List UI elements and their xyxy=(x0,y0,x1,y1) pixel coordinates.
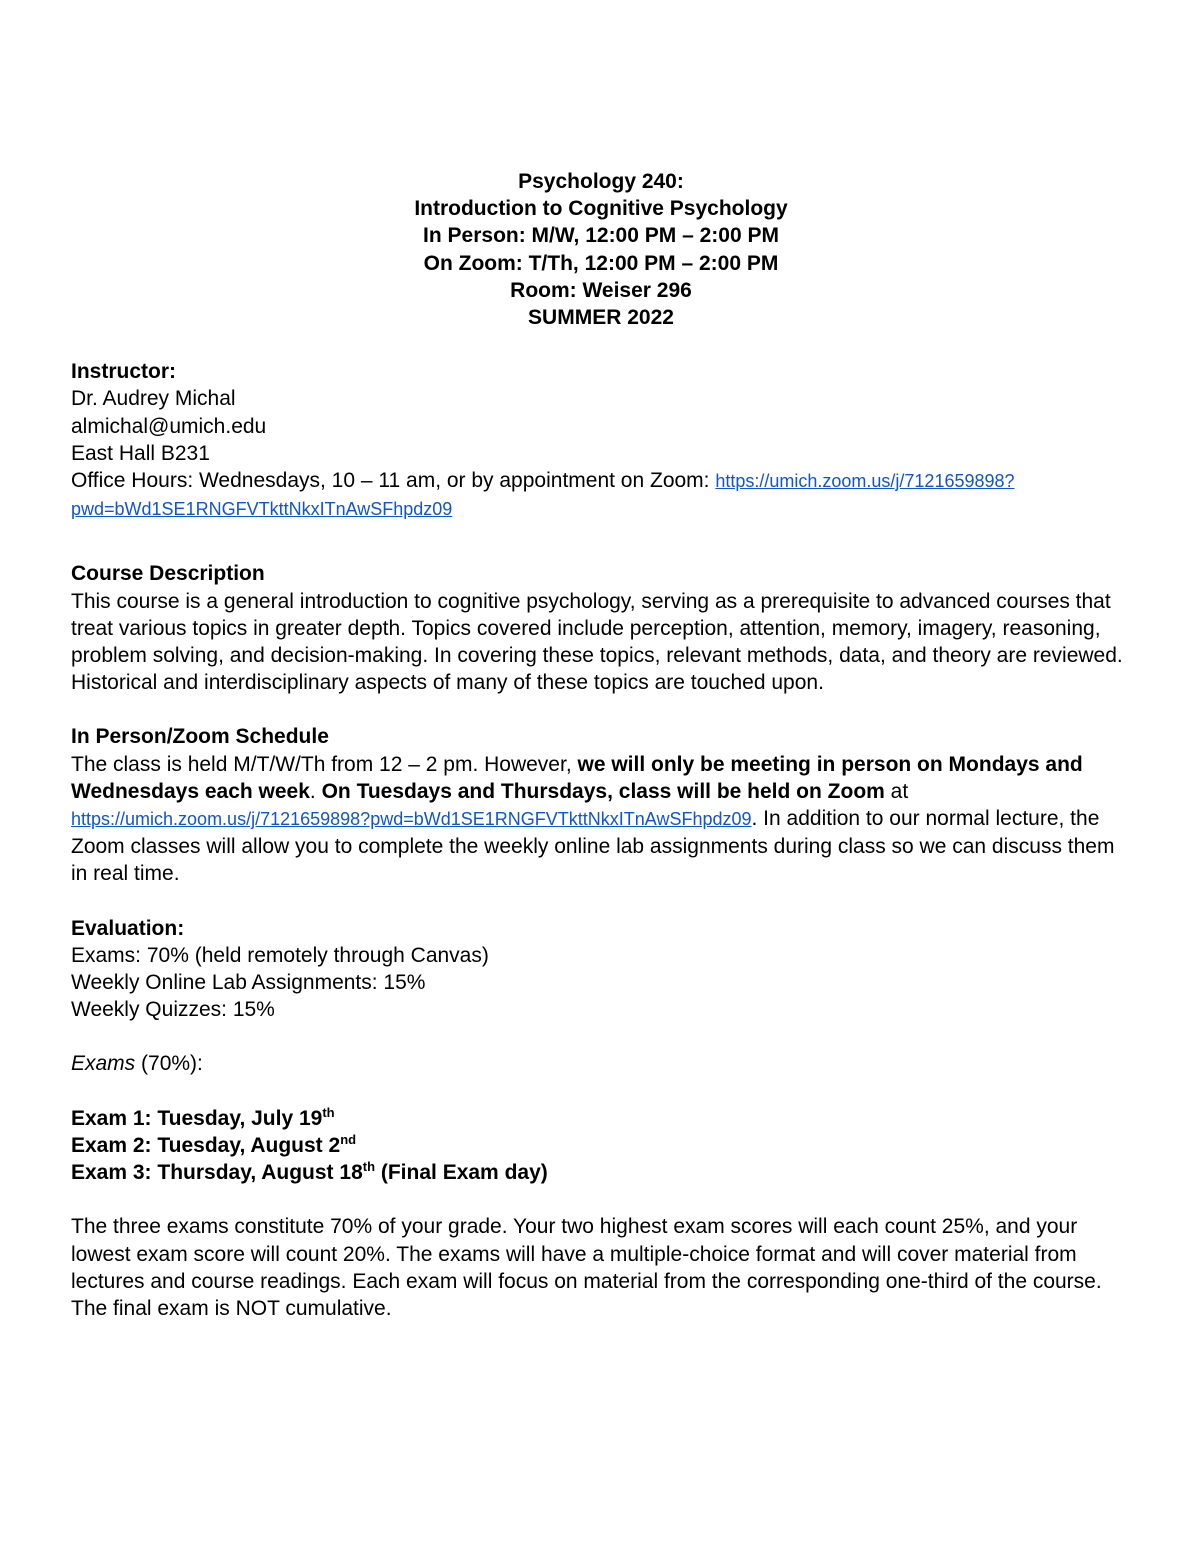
document-body xyxy=(71,168,1131,1322)
in-person-times: In Person: M/W, 12:00 PM – 2:00 PM xyxy=(423,224,779,248)
evaluation-item-labs: Weekly Online Lab Assignments: 15% xyxy=(71,971,426,995)
evaluation-section xyxy=(71,915,1131,1024)
schedule-text-b: . xyxy=(309,779,322,803)
evaluation-heading: Evaluation: xyxy=(71,916,185,940)
exam-3-date xyxy=(71,1159,1131,1186)
course-title: Introduction to Cognitive Psychology xyxy=(414,197,788,221)
office-hours-text: Office Hours: Wednesdays, 10 – 11 am, or by appointment on Zoom: xyxy=(71,469,716,493)
exams-body: The three exams constitute 70% of your grade. Your two highest exam scores will each count 25%, and your lowest exam score will count 20%. The exams will have a multiple-choice format and will cover material from lectures and course readings. Each exam will focus on material from the corresponding one-third of the course. The final exam is NOT cumulative. xyxy=(71,1215,1102,1320)
exam-2-text: Exam 2: Tuesday, August 2 xyxy=(71,1133,341,1157)
exam-1-date xyxy=(71,1105,1131,1132)
schedule-body xyxy=(71,751,1131,888)
schedule-text-a: The class is held M/T/W/Th from 12 – 2 pm. However, xyxy=(71,752,578,776)
exam-3-text: Exam 3: Thursday, August 18 xyxy=(71,1161,363,1185)
course-description-section xyxy=(71,560,1131,696)
instructor-heading: Instructor: xyxy=(71,360,176,384)
instructor-email: almichal@umich.edu xyxy=(71,414,267,438)
instructor-section xyxy=(71,358,1131,523)
room: Room: Weiser 296 xyxy=(510,278,692,302)
schedule-section xyxy=(71,723,1131,887)
exam-3-sup: th xyxy=(362,1159,376,1175)
evaluation-item-quizzes: Weekly Quizzes: 15% xyxy=(71,998,275,1022)
course-number: Psychology 240: xyxy=(518,170,684,193)
course-description-body: This course is a general introduction to cognitive psychology, serving as a prerequisite to advanced courses that treat various topics in greater depth. Topics covered include perception, attention, memory, imagery, reasoning, problem solving, and decision-making. In covering these topics, relevant methods, data, and theory are reviewed. Historical and interdisciplinary aspects of many of these topics are touched upon. xyxy=(71,589,1123,695)
course-description-heading: Course Description xyxy=(71,562,265,586)
schedule-zoom-note: On Tuesdays and Thursdays, class will be held on Zoom xyxy=(321,779,885,803)
exam-3-suffix: (Final Exam day) xyxy=(375,1161,548,1185)
exams-label-italic: Exams xyxy=(71,1052,136,1076)
exam-1-text: Exam 1: Tuesday, July 19 xyxy=(71,1106,323,1130)
evaluation-item-exams: Exams: 70% (held remotely through Canvas) xyxy=(71,943,489,967)
instructor-name: Dr. Audrey Michal xyxy=(71,387,236,411)
exams-label-rest: (70%): xyxy=(135,1052,203,1076)
term: SUMMER 2022 xyxy=(528,306,674,330)
office-hours xyxy=(71,467,1131,523)
schedule-text-c: at xyxy=(884,779,909,803)
exam-dates xyxy=(71,1105,1131,1187)
schedule-text-d: . In addition to our normal lecture, the Zoom classes will allow you to complete the weekly online lab assignments during class so we can discuss them in real time. xyxy=(71,807,1115,886)
schedule-in-person-note: we will only be meeting in person on Mondays and Wednesdays each week xyxy=(71,752,1083,803)
exam-1-sup: th xyxy=(322,1104,335,1120)
zoom-times: On Zoom: T/Th, 12:00 PM – 2:00 PM xyxy=(423,251,779,275)
exams-label xyxy=(71,1050,1131,1077)
exam-2-sup: nd xyxy=(340,1131,357,1147)
course-header xyxy=(71,168,1131,331)
schedule-heading: In Person/Zoom Schedule xyxy=(71,725,329,749)
office-hours-zoom-link[interactable]: https://umich.zoom.us/j/7121659898?pwd=bWd1SE1RNGFVTkttNkxITnAwSFhpdz09 xyxy=(71,471,1015,520)
schedule-zoom-link[interactable]: https://umich.zoom.us/j/7121659898?pwd=bWd1SE1RNGFVTkttNkxITnAwSFhpdz09 xyxy=(71,809,752,830)
instructor-office: East Hall B231 xyxy=(71,441,210,465)
exam-2-date xyxy=(71,1132,1131,1159)
